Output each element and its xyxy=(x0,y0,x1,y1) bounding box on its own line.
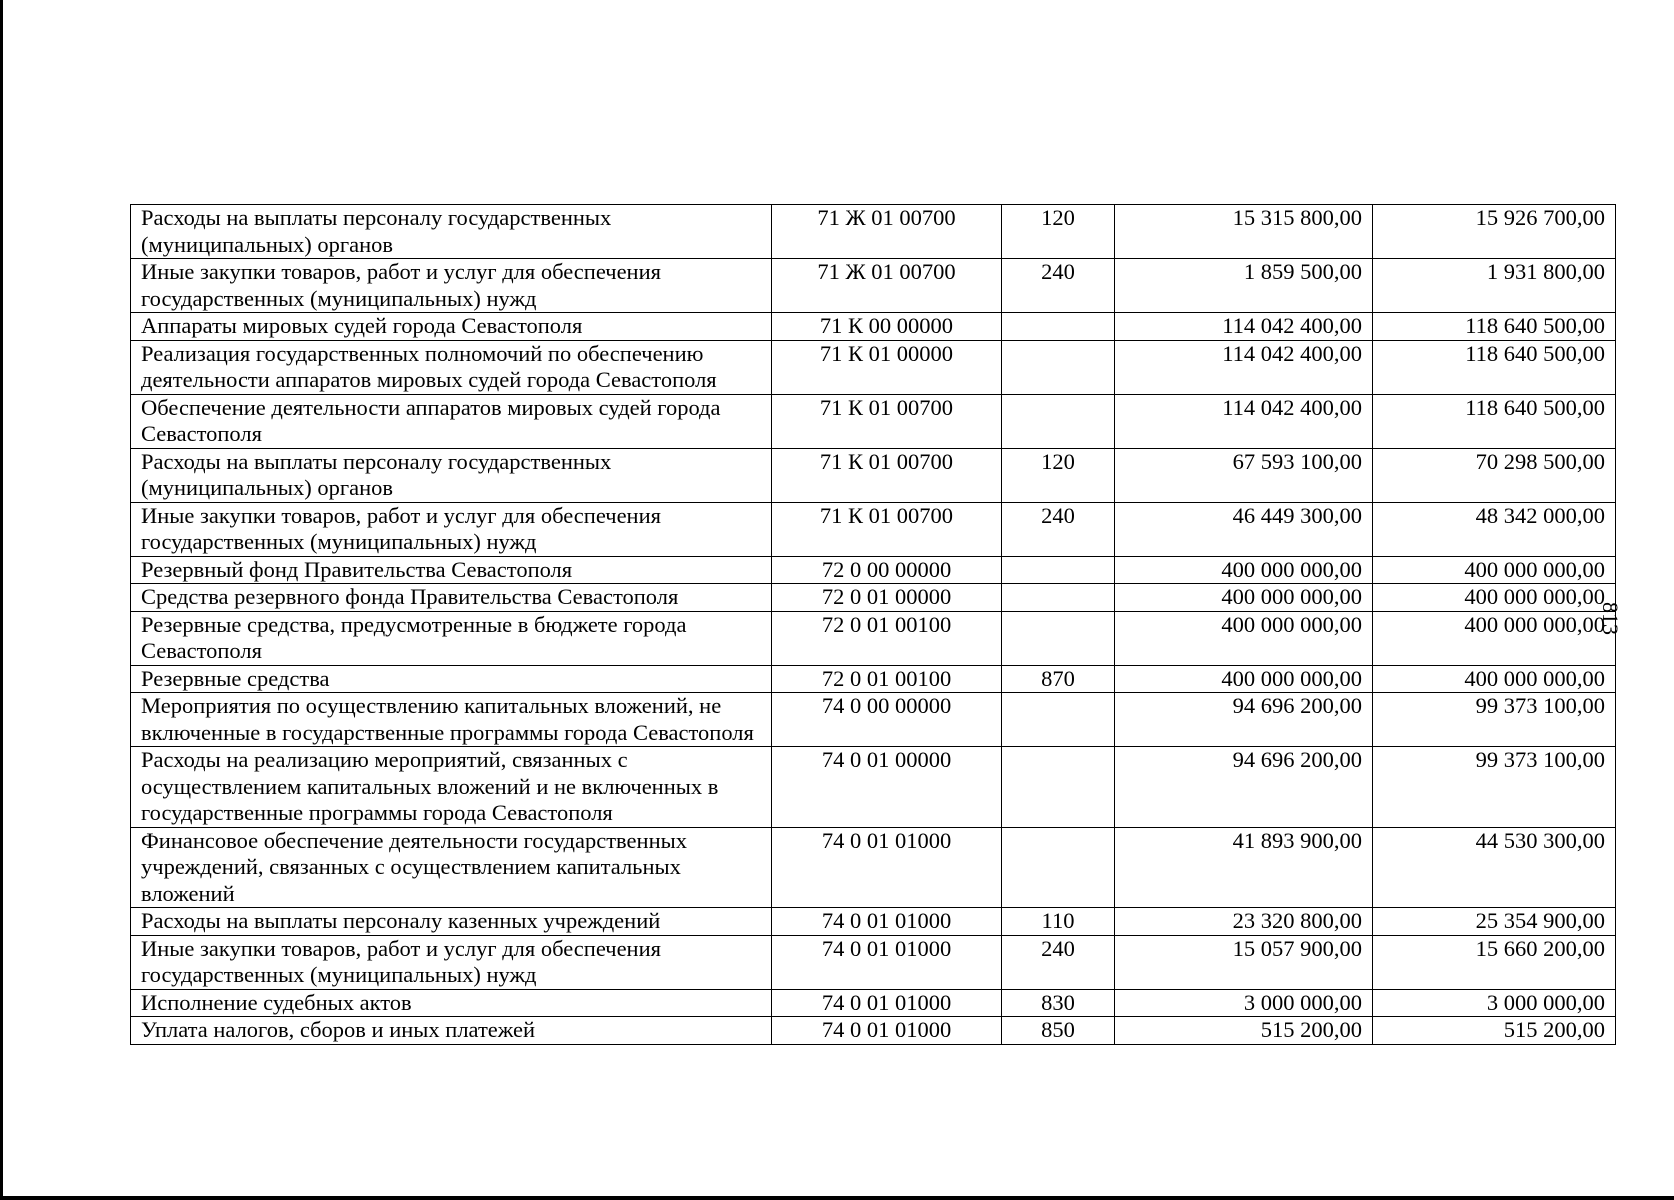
table-row xyxy=(131,693,1616,747)
amount-year1-cell: 67 593 100,00 xyxy=(1115,448,1373,502)
expense-kind-cell xyxy=(1002,556,1115,584)
amount-year1-cell: 400 000 000,00 xyxy=(1115,611,1373,665)
amount-year2-cell: 70 298 500,00 xyxy=(1373,448,1616,502)
amount-year2-cell: 118 640 500,00 xyxy=(1373,394,1616,448)
amount-year2-cell: 1 931 800,00 xyxy=(1373,259,1616,313)
table-row xyxy=(131,747,1616,828)
expense-kind-cell xyxy=(1002,584,1115,612)
table-row xyxy=(131,259,1616,313)
amount-year1-cell: 114 042 400,00 xyxy=(1115,394,1373,448)
amount-year2-cell: 99 373 100,00 xyxy=(1373,747,1616,828)
expense-name-cell: Финансовое обеспечение деятельности государственных учреждений, связанных с осуществлением капитальных вложений xyxy=(131,827,772,908)
target-code-cell: 74 0 01 01000 xyxy=(772,935,1002,989)
budget-table-body xyxy=(131,205,1616,1045)
table-row xyxy=(131,394,1616,448)
expense-kind-cell: 870 xyxy=(1002,665,1115,693)
table-row xyxy=(131,611,1616,665)
amount-year2-cell: 515 200,00 xyxy=(1373,1017,1616,1045)
amount-year1-cell: 23 320 800,00 xyxy=(1115,908,1373,936)
amount-year1-cell: 41 893 900,00 xyxy=(1115,827,1373,908)
budget-table xyxy=(130,204,1616,1045)
amount-year1-cell: 3 000 000,00 xyxy=(1115,989,1373,1017)
amount-year1-cell: 114 042 400,00 xyxy=(1115,313,1373,341)
page-number: 813 xyxy=(1598,602,1623,635)
amount-year1-cell: 1 859 500,00 xyxy=(1115,259,1373,313)
amount-year2-cell: 99 373 100,00 xyxy=(1373,693,1616,747)
expense-name-cell: Исполнение судебных актов xyxy=(131,989,772,1017)
target-code-cell: 72 0 00 00000 xyxy=(772,556,1002,584)
amount-year1-cell: 15 315 800,00 xyxy=(1115,205,1373,259)
amount-year2-cell: 3 000 000,00 xyxy=(1373,989,1616,1017)
amount-year1-cell: 15 057 900,00 xyxy=(1115,935,1373,989)
target-code-cell: 74 0 00 00000 xyxy=(772,693,1002,747)
expense-kind-cell: 120 xyxy=(1002,448,1115,502)
target-code-cell: 71 К 00 00000 xyxy=(772,313,1002,341)
table-row xyxy=(131,205,1616,259)
expense-kind-cell: 120 xyxy=(1002,205,1115,259)
amount-year2-cell: 400 000 000,00 xyxy=(1373,556,1616,584)
target-code-cell: 71 К 01 00700 xyxy=(772,394,1002,448)
table-row xyxy=(131,448,1616,502)
amount-year1-cell: 94 696 200,00 xyxy=(1115,693,1373,747)
expense-kind-cell: 110 xyxy=(1002,908,1115,936)
expense-kind-cell: 830 xyxy=(1002,989,1115,1017)
expense-name-cell: Уплата налогов, сборов и иных платежей xyxy=(131,1017,772,1045)
target-code-cell: 71 К 01 00000 xyxy=(772,340,1002,394)
table-row xyxy=(131,935,1616,989)
amount-year1-cell: 400 000 000,00 xyxy=(1115,584,1373,612)
scan-edge-left xyxy=(0,0,3,1200)
target-code-cell: 71 К 01 00700 xyxy=(772,448,1002,502)
expense-name-cell: Средства резервного фонда Правительства Севастополя xyxy=(131,584,772,612)
target-code-cell: 74 0 01 01000 xyxy=(772,989,1002,1017)
table-row xyxy=(131,556,1616,584)
expense-name-cell: Иные закупки товаров, работ и услуг для обеспечения государственных (муниципальных) нужд xyxy=(131,502,772,556)
expense-kind-cell xyxy=(1002,827,1115,908)
table-row xyxy=(131,502,1616,556)
amount-year1-cell: 46 449 300,00 xyxy=(1115,502,1373,556)
expense-name-cell: Резервный фонд Правительства Севастополя xyxy=(131,556,772,584)
amount-year1-cell: 114 042 400,00 xyxy=(1115,340,1373,394)
expense-kind-cell: 240 xyxy=(1002,502,1115,556)
expense-kind-cell xyxy=(1002,611,1115,665)
amount-year2-cell: 400 000 000,00 xyxy=(1373,584,1616,612)
amount-year1-cell: 94 696 200,00 xyxy=(1115,747,1373,828)
expense-kind-cell xyxy=(1002,394,1115,448)
expense-name-cell: Резервные средства, предусмотренные в бюджете города Севастополя xyxy=(131,611,772,665)
amount-year1-cell: 400 000 000,00 xyxy=(1115,665,1373,693)
amount-year1-cell: 515 200,00 xyxy=(1115,1017,1373,1045)
expense-name-cell: Иные закупки товаров, работ и услуг для обеспечения государственных (муниципальных) нужд xyxy=(131,259,772,313)
expense-kind-cell xyxy=(1002,747,1115,828)
amount-year2-cell: 118 640 500,00 xyxy=(1373,313,1616,341)
amount-year2-cell: 15 926 700,00 xyxy=(1373,205,1616,259)
target-code-cell: 72 0 01 00100 xyxy=(772,665,1002,693)
scan-edge-bottom xyxy=(0,1196,1674,1200)
expense-name-cell: Расходы на выплаты персоналу казенных учреждений xyxy=(131,908,772,936)
target-code-cell: 71 Ж 01 00700 xyxy=(772,259,1002,313)
target-code-cell: 72 0 01 00100 xyxy=(772,611,1002,665)
expense-name-cell: Мероприятия по осуществлению капитальных вложений, не включенные в государственные программы города Севастополя xyxy=(131,693,772,747)
expense-name-cell: Расходы на реализацию мероприятий, связанных с осуществлением капитальных вложений и не включенных в государственные программы города Севастополя xyxy=(131,747,772,828)
amount-year2-cell: 25 354 900,00 xyxy=(1373,908,1616,936)
expense-kind-cell xyxy=(1002,313,1115,341)
amount-year2-cell: 44 530 300,00 xyxy=(1373,827,1616,908)
table-row xyxy=(131,584,1616,612)
target-code-cell: 74 0 01 00000 xyxy=(772,747,1002,828)
expense-name-cell: Расходы на выплаты персоналу государственных (муниципальных) органов xyxy=(131,205,772,259)
expense-name-cell: Обеспечение деятельности аппаратов мировых судей города Севастополя xyxy=(131,394,772,448)
amount-year2-cell: 48 342 000,00 xyxy=(1373,502,1616,556)
amount-year2-cell: 400 000 000,00 xyxy=(1373,665,1616,693)
table-row xyxy=(131,989,1616,1017)
amount-year2-cell: 400 000 000,00 xyxy=(1373,611,1616,665)
amount-year2-cell: 15 660 200,00 xyxy=(1373,935,1616,989)
table-row xyxy=(131,827,1616,908)
table-row xyxy=(131,340,1616,394)
expense-name-cell: Резервные средства xyxy=(131,665,772,693)
expense-name-cell: Реализация государственных полномочий по обеспечению деятельности аппаратов мировых судей города Севастополя xyxy=(131,340,772,394)
table-row xyxy=(131,1017,1616,1045)
expense-kind-cell: 850 xyxy=(1002,1017,1115,1045)
expense-name-cell: Иные закупки товаров, работ и услуг для обеспечения государственных (муниципальных) нужд xyxy=(131,935,772,989)
expense-kind-cell: 240 xyxy=(1002,935,1115,989)
target-code-cell: 71 К 01 00700 xyxy=(772,502,1002,556)
expense-kind-cell: 240 xyxy=(1002,259,1115,313)
table-row xyxy=(131,313,1616,341)
table-row xyxy=(131,908,1616,936)
expense-name-cell: Аппараты мировых судей города Севастополя xyxy=(131,313,772,341)
amount-year1-cell: 400 000 000,00 xyxy=(1115,556,1373,584)
target-code-cell: 71 Ж 01 00700 xyxy=(772,205,1002,259)
expense-name-cell: Расходы на выплаты персоналу государственных (муниципальных) органов xyxy=(131,448,772,502)
target-code-cell: 74 0 01 01000 xyxy=(772,908,1002,936)
target-code-cell: 74 0 01 01000 xyxy=(772,1017,1002,1045)
amount-year2-cell: 118 640 500,00 xyxy=(1373,340,1616,394)
expense-kind-cell xyxy=(1002,693,1115,747)
expense-kind-cell xyxy=(1002,340,1115,394)
table-row xyxy=(131,665,1616,693)
target-code-cell: 72 0 01 00000 xyxy=(772,584,1002,612)
target-code-cell: 74 0 01 01000 xyxy=(772,827,1002,908)
